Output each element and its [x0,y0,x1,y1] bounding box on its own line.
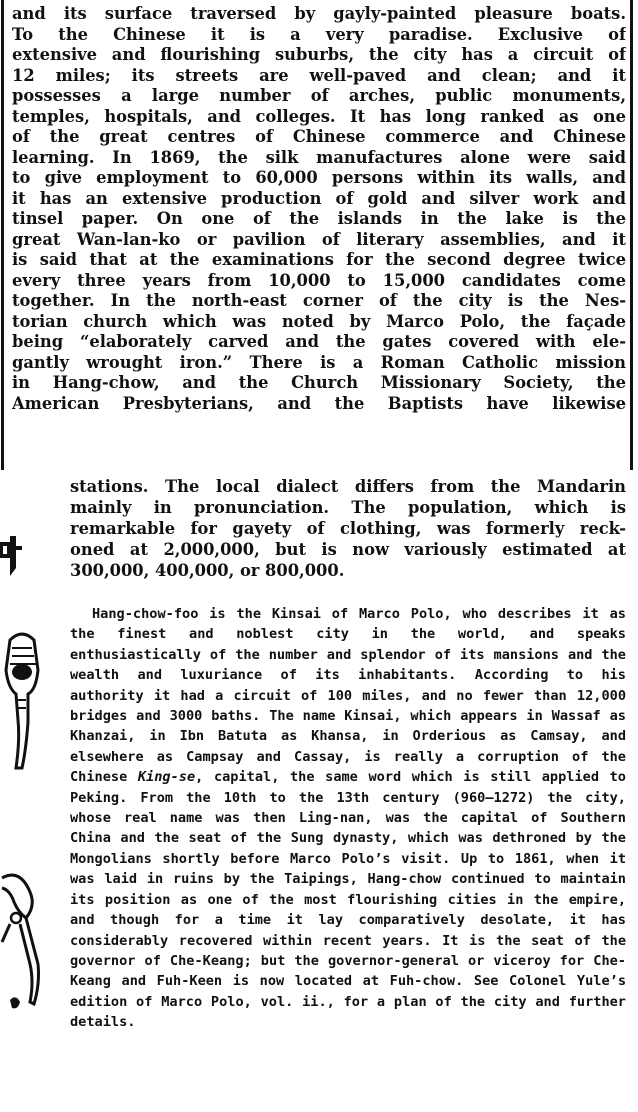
text-line: of the great centres of Chinese commerce and Chinese [12,127,626,146]
text-line: learning. In 1869, the silk manufactures alone were said [12,147,626,167]
text-line: mainly in pronunciation. The population, which is [70,498,626,517]
text-line: temples, hospitals, and colleges. It has long ranked as one [12,106,626,126]
text-line: 12 miles; its streets are well-paved and clean; and it [12,65,626,85]
paragraph-1 [12,4,626,414]
text-line: tinsel paper. On one of the islands in the lake is the [12,209,626,228]
text-line: together. In the north-east corner of the city is the Nes- [12,291,626,310]
text-line: remarkable for gayety of clothing, was formerly reck- [70,519,626,538]
text-line: possesses a large number of arches, public monuments, [12,86,626,105]
text-line: extensive and flourishing suburbs, the city has a circuit of [12,45,626,64]
left-column-rule [1,0,4,470]
text-line: oned at 2,000,000, but is now variously estimated at [70,540,626,559]
text-line: being “elaborately carved and the gates covered with ele- [12,332,626,351]
text-line: in Hang-chow, and the Church Missionary Society, the [12,373,626,392]
handle-drawing [0,630,50,770]
paragraph-2 [70,604,626,1033]
pincers-drawing [0,872,46,1032]
text-line: and its surface traversed by gayly-painted pleasure boats. [12,4,626,23]
text-line: every three years from 10,000 to 15,000 candidates come [12,270,626,290]
paragraph-1-continued [70,476,626,581]
text-line: To the Chinese it is a very paradise. Exclusive of [12,24,626,44]
text-line: American Presbyterians, and the Baptists have likewise [12,393,626,413]
chinese-term: King-se [137,769,196,786]
paragraph-2-part-1: Hang-chow-foo is the Kinsai of Marco Polo, who describes it as the finest and noblest city in the world, and speaks enthusiastically of the number and splendor of its mansions and the wealth and luxuriance of its inhabitants. According to his authority it had a circuit of 100 miles, and no fewer than 12,000 bridges and 3000 baths. The name Kinsai, which appears in Wassaf as Khanzai, in Ibn Batuta as Khansa, in Orderious as Camsay, and elsewhere as Campsay and Cassay, is really a corruption of the Chinese [70,606,626,786]
text-line: stations. The local dialect differs from the Mandarin [70,477,626,496]
text-line: gantly wrought iron.” There is a Roman Catholic mission [12,352,626,372]
text-line: is said that at the examinations for the second degree twice [12,250,626,269]
right-column-rule [630,0,633,470]
paragraph-2-part-2: , capital, the same word which is still applied to Peking. From the 10th to the 13th century (960–1272) the city, whose real name was then Ling-nan, was the capital of Southern China and the seat of the Sung dynasty, which was dethroned by the Mongolians shortly before Marco Polo’s visit. Up to 1861, when it was laid in ruins by the Taipings, Hang-chow continued to maintain its position as one of the most flourishing cities in the empire, and though for a time it lay comparatively desolate, it has considerably recovered within recent years. It is the seat of the governor of Che-Keang; but the governor-general or viceroy for Che-Keang and Fuh-Keen is now located at Fuh-chow. See Colonel Yule’s edition of Marco Polo, vol. ii., for a plan of the city and further details. [70,769,626,1031]
text-line: to give employment to 60,000 persons within its walls, and [12,168,626,187]
text-line: 300,000, 400,000, or 800,000. [70,561,345,580]
text-line: great Wan-lan-ko or pavilion of literary assemblies, and it [12,229,626,249]
text-line: it has an extensive production of gold and silver work and [12,188,626,208]
hook-fragment-drawing [0,528,28,588]
text-line: torian church which was noted by Marco Polo, the façade [12,311,626,331]
